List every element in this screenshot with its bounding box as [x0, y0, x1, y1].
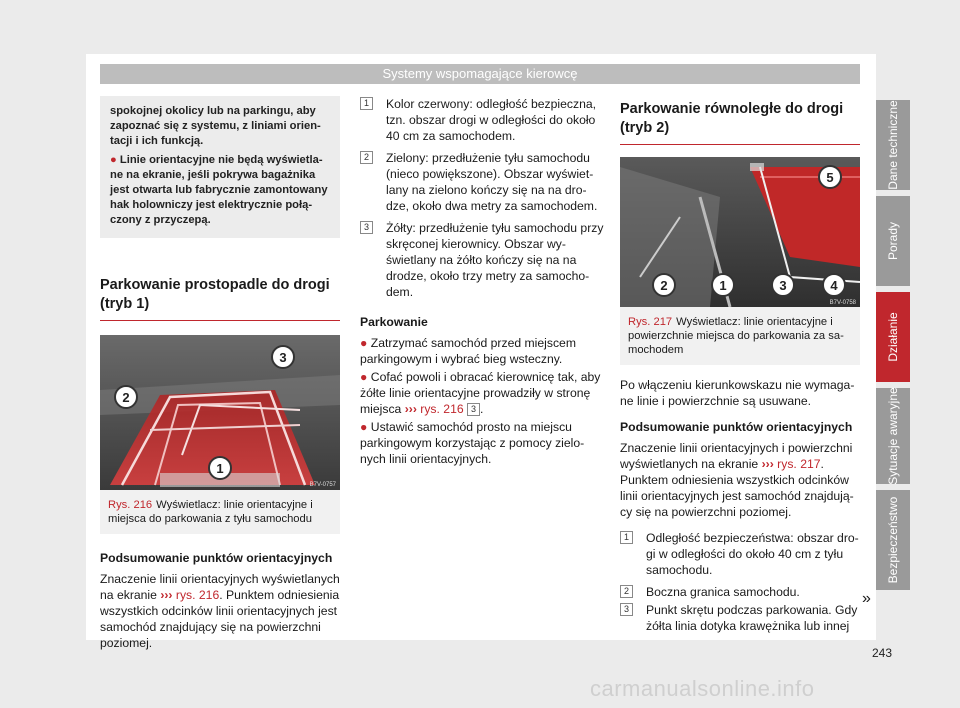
- tab-label: Porady: [886, 221, 900, 261]
- callout-3: 3: [779, 278, 787, 293]
- list-item: [360, 150, 605, 214]
- callout-1: 1: [216, 461, 224, 476]
- list-item-text: Żółty: przedłużenie tyłu samochodu przy skręconej kierownicy. Obszar wyświetlany na żółto kończy się na na drodze, około trzy metry za samochodem.: [386, 221, 604, 299]
- column-right: [620, 96, 860, 640]
- list-item: [620, 530, 860, 578]
- list-item: [360, 96, 605, 144]
- column-middle: [360, 96, 605, 467]
- section-title-mode2: Parkowanie równoległe do drogi (tryb 2): [620, 100, 860, 145]
- note-bullet: [110, 153, 330, 228]
- tab-label: Bezpieczeństwo: [886, 496, 900, 584]
- summary-heading: Podsumowanie punktów orientacyjnych: [620, 420, 853, 434]
- figure-link[interactable]: rys. 217: [777, 457, 821, 471]
- bullet-icon: ●: [110, 154, 117, 166]
- tab-porady[interactable]: [876, 196, 910, 286]
- caption-ref: Rys. 217: [628, 316, 673, 328]
- tab-bezpieczenstwo[interactable]: [876, 490, 910, 590]
- summary-paragraph: [620, 440, 860, 520]
- tab-dzialanie[interactable]: [876, 292, 910, 382]
- number-box: 2: [620, 585, 633, 598]
- number-box: 2: [360, 151, 373, 164]
- caption-text: Wyświetlacz: linie orientacyjne i miejsca do parkowania z tyłu samochodu: [108, 499, 313, 525]
- bullet-end: .: [480, 402, 484, 416]
- figure-216: [100, 335, 340, 534]
- bullet-icon: ●: [360, 420, 368, 434]
- bullet-icon: ●: [360, 336, 368, 350]
- bullet-1: [360, 335, 605, 367]
- caption-text: Wyświetlacz: linie orientacyjne i powierzchnie miejsca do parkowania za samochodem: [628, 316, 844, 356]
- continue-icon: »: [862, 590, 871, 607]
- bullet-text: Cofać powoli i obracać kierownicę tak, aby żółte linie orientacyjne prowadziły w stronę miejsca: [360, 370, 601, 416]
- callout-4: 4: [830, 278, 838, 293]
- parking-heading: Parkowanie: [360, 315, 428, 329]
- tab-label: Sytuacje awaryjne: [886, 387, 900, 485]
- bullet-2: [360, 369, 605, 417]
- figure-link[interactable]: rys. 216: [175, 588, 220, 602]
- tab-sytuacje-awaryjne[interactable]: [876, 388, 910, 484]
- figure-caption: [100, 490, 340, 534]
- summary-heading: Podsumowanie punktów orientacyjnych: [100, 551, 333, 565]
- list-item-text: Punkt skrętu podczas parkowania. Gdy żółta linia dotyka krawężnika lub innej: [646, 603, 858, 633]
- figure-code: B7V-0758: [829, 300, 856, 306]
- ref-arrow-icon: ›››: [160, 588, 173, 602]
- parking-display-image-2: [620, 157, 860, 307]
- page-number: 243: [872, 646, 893, 660]
- list-item-text: Zielony: przedłużenie tyłu samochodu (nieco powiększone). Obszar wyświetlany na zielono kończy się na na drodze, około dwa metry za samochodem.: [386, 151, 598, 213]
- parking-display-image-1: [100, 335, 340, 490]
- figure-caption: [620, 307, 860, 365]
- list-item-text: Odległość bezpieczeństwa: obszar drogi w odległości do około 40 cm z tyłu samochodu.: [646, 531, 859, 577]
- list-item-text: Kolor czerwony: odległość bezpieczna, tzn. obszar drogi w odległości do około 40 cm za samochodem.: [386, 97, 597, 143]
- tab-dane-techniczne[interactable]: [876, 100, 910, 190]
- note-bullet-text: Linie orientacyjne nie będą wyświetlane na ekranie, jeśli pokrywa bagażnika jest otwarta lub fabrycznie zamontowany hak holowniczy jest elektrycznie połączony z przyczepą.: [110, 154, 328, 226]
- list-item: [620, 584, 860, 600]
- list-item: [360, 220, 605, 300]
- list-item-text: Boczna granica samochodu.: [646, 585, 800, 599]
- number-box: 3: [467, 403, 480, 416]
- bullet-3: [360, 419, 605, 467]
- list-item: [620, 602, 860, 634]
- callout-5: 5: [826, 170, 834, 185]
- bullet-text: Zatrzymać samochód przed miejscem parkingowym i wybrać bieg wsteczny.: [360, 336, 576, 366]
- tab-label: Działanie: [886, 312, 900, 362]
- note-box: [100, 96, 340, 238]
- number-box: 1: [360, 97, 373, 110]
- intro-paragraph: Po włączeniu kierunkowskazu nie wymagane linie i powierzchnie są usuwane.: [620, 378, 855, 408]
- number-box: 3: [360, 221, 373, 234]
- summary-post: . Punktem odniesienia wszystkich odcinków linii orientacyjnych jest samochód znajdujący się na powierzchni poziomej.: [100, 588, 340, 650]
- watermark: carmanualsonline.info: [590, 676, 815, 701]
- figure-link[interactable]: rys. 216: [420, 402, 464, 416]
- summary-pre: Znaczenie linii orientacyjnych i powierzchni wyświetlanych na ekranie: [620, 441, 853, 471]
- summary-paragraph: [100, 571, 340, 651]
- bullet-icon: ●: [360, 370, 368, 384]
- callout-1: 1: [719, 278, 727, 293]
- callout-2: 2: [660, 278, 668, 293]
- figure-code: B7V-0757: [309, 482, 336, 488]
- number-box: 3: [620, 603, 633, 616]
- summary-pre: Znaczenie linii orientacyjnych wyświetlanych na ekranie: [100, 572, 340, 602]
- callout-3: 3: [279, 350, 287, 365]
- ref-arrow-icon: ›››: [404, 402, 417, 416]
- page-header: Systemy wspomagające kierowcę: [100, 64, 860, 84]
- caption-ref: Rys. 216: [108, 499, 153, 511]
- note-text: spokojnej okolicy lub na parkingu, aby zapoznać się z systemu, z liniami orientacji i ich funkcją.: [110, 105, 321, 147]
- number-box: 1: [620, 531, 633, 544]
- callout-2: 2: [122, 390, 130, 405]
- column-left: [100, 96, 340, 651]
- section-title-mode1: Parkowanie prostopadle do drogi (tryb 1): [100, 276, 340, 321]
- tab-label: Dane techniczne: [886, 100, 900, 190]
- summary-post: . Punktem odniesienia wszystkich odcinków linii orientacyjnych jest samochód znajdujący się na powierzchni poziomej.: [620, 457, 854, 519]
- figure-217: [620, 157, 860, 365]
- ref-arrow-icon: ›››: [761, 457, 774, 471]
- bullet-text: Ustawić samochód prosto na miejscu parkingowym korzystając z pomocy zielonych linii orientacyjnych.: [360, 420, 585, 466]
